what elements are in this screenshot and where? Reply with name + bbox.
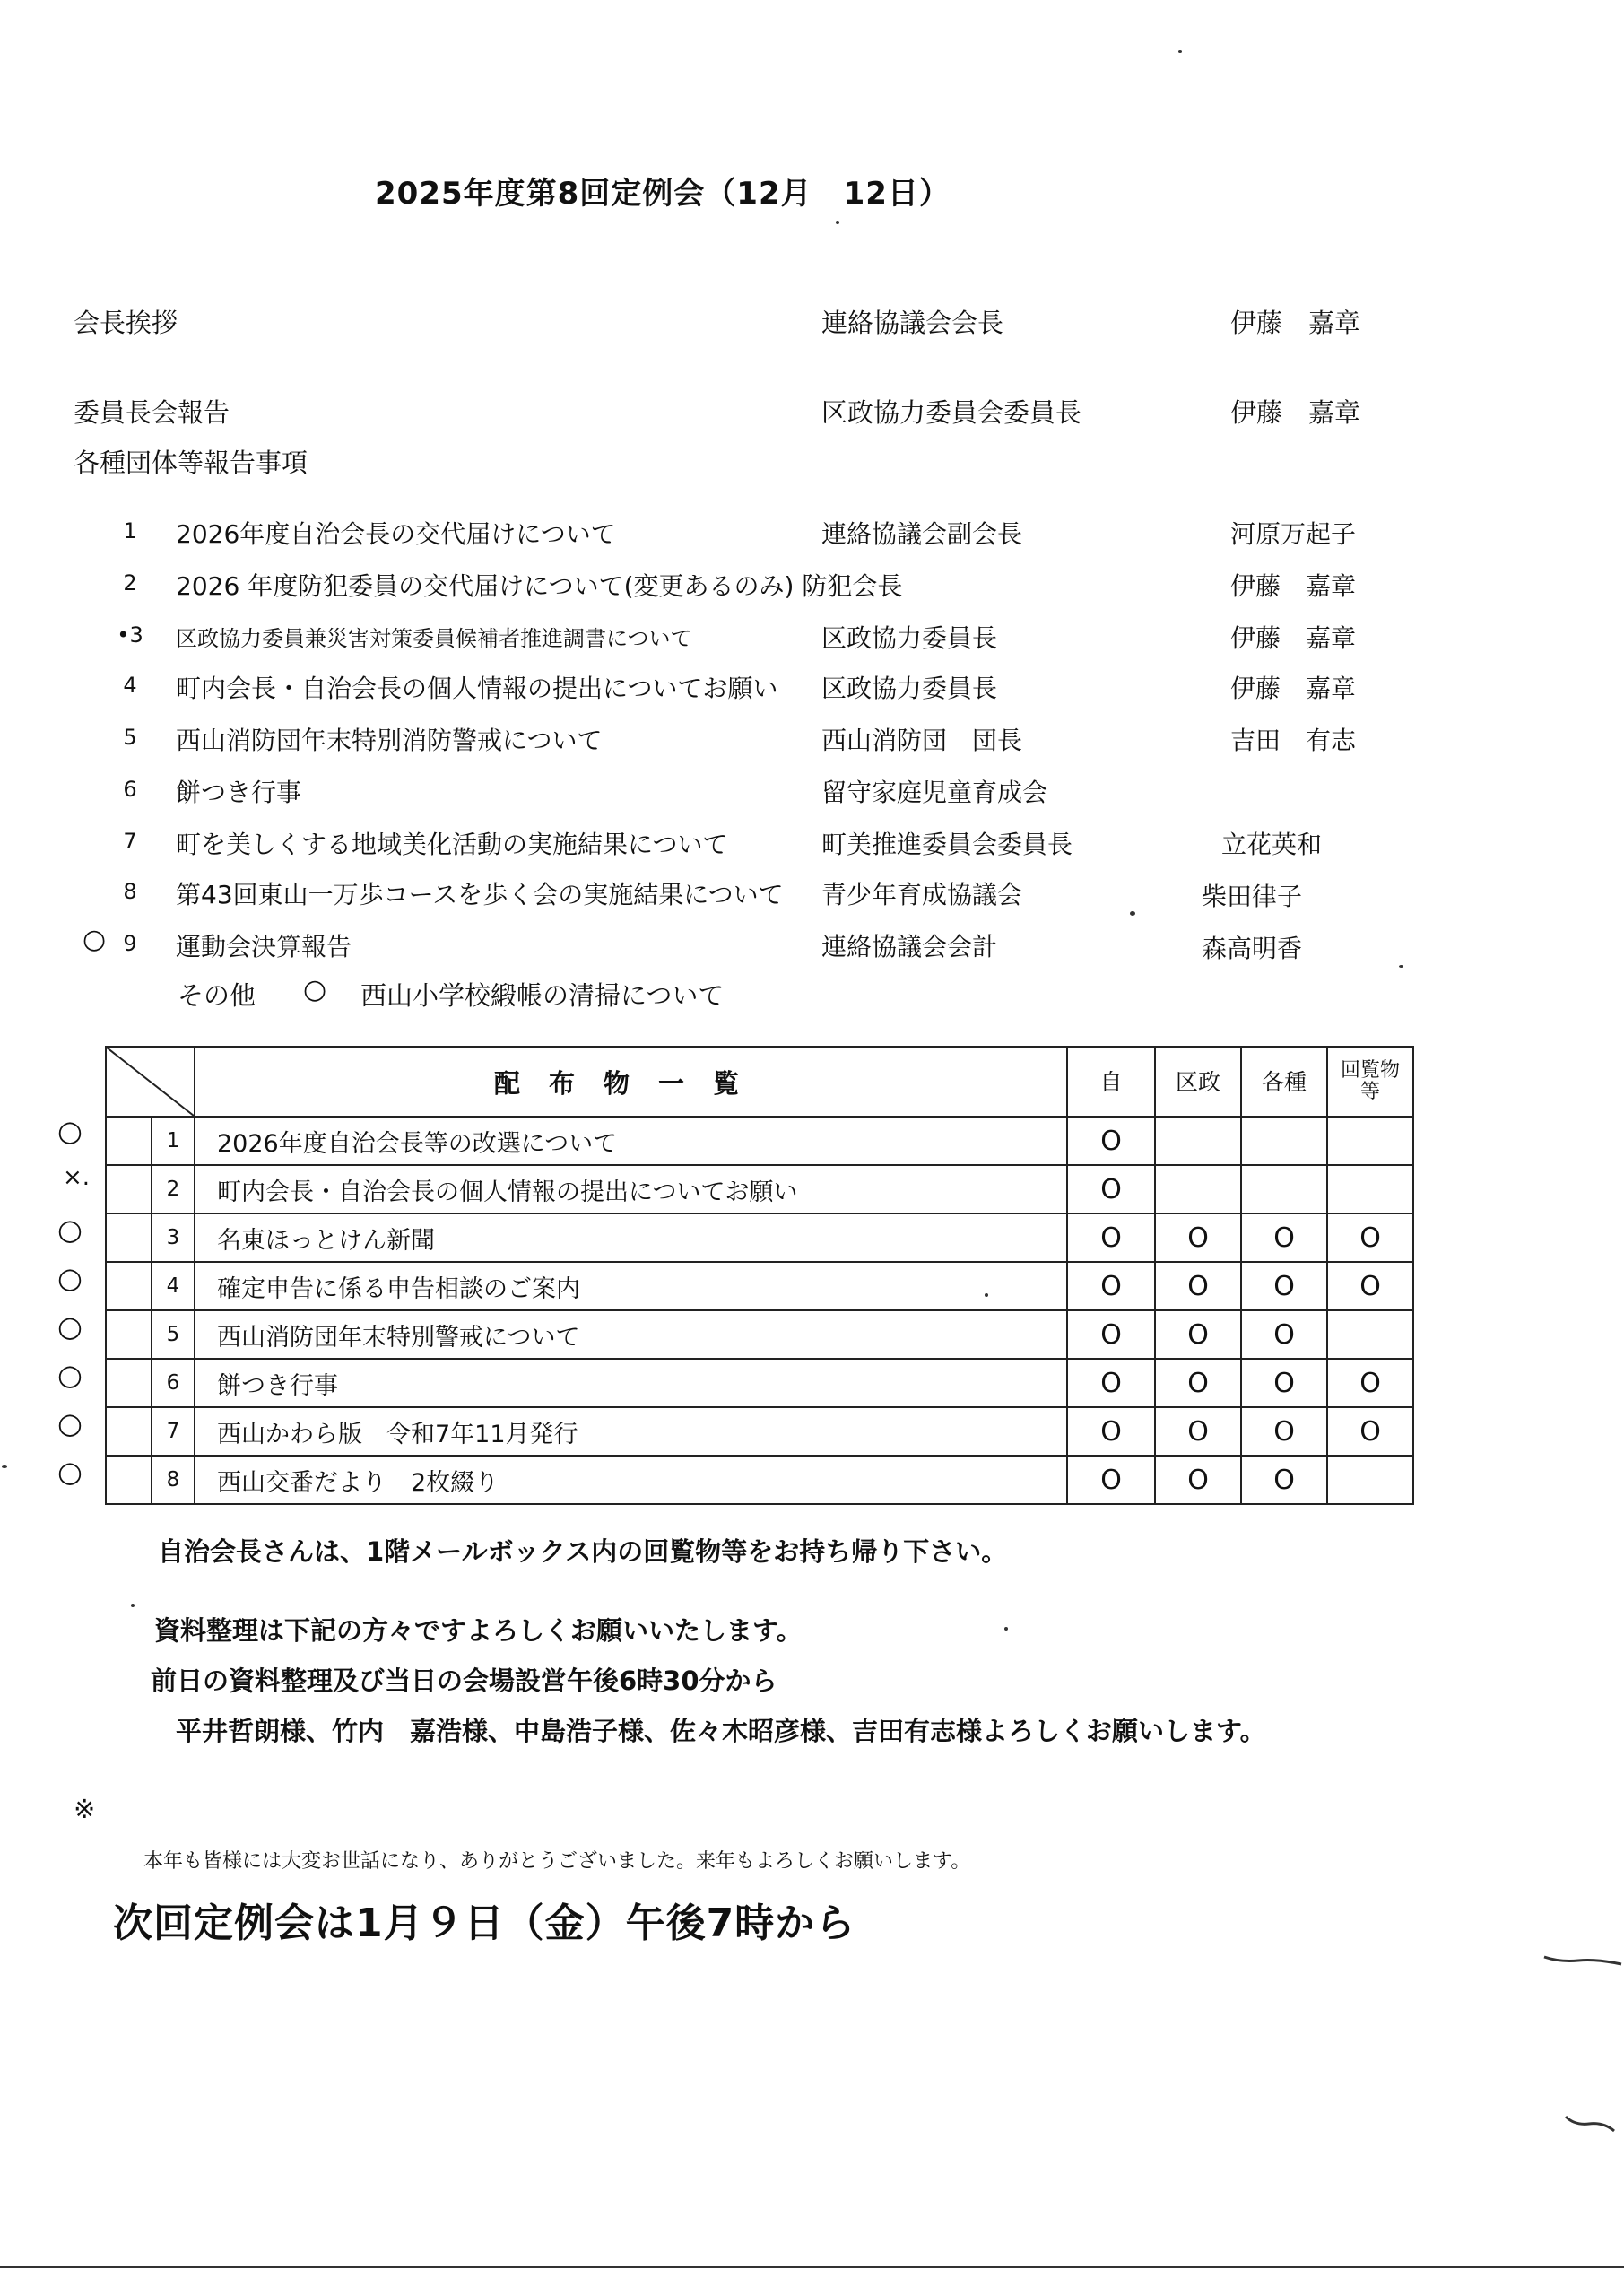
check-mark: O bbox=[1241, 1262, 1327, 1310]
check-mark: O bbox=[1327, 1359, 1413, 1407]
agenda-number: 6 bbox=[123, 777, 137, 802]
other-label: その他 bbox=[178, 980, 256, 1011]
agenda-number: 2 bbox=[123, 570, 137, 596]
agenda-title: 2026 年度防犯委員の交代届けについて(変更あるのみ) 防犯会長 bbox=[176, 571, 903, 601]
agenda-number: 9 bbox=[123, 931, 137, 956]
row-number: 7 bbox=[151, 1408, 194, 1455]
check-mark: O bbox=[1067, 1310, 1155, 1359]
agenda-title: 運動会決算報告 bbox=[176, 932, 352, 961]
other-text: 西山小学校緞帳の清掃について bbox=[360, 980, 725, 1011]
agenda-number: •3 bbox=[117, 622, 143, 648]
mailbox-note: 自治会長さんは、1階メールボックス内の回覧物等をお持ち帰り下さい。 bbox=[158, 1536, 1008, 1567]
scan-speck bbox=[1399, 965, 1403, 968]
header-person: 伊藤 嘉章 bbox=[1230, 308, 1361, 338]
row-item: 西山交番だより 2枚綴り bbox=[195, 1456, 1067, 1504]
table-row bbox=[106, 1262, 1413, 1310]
column-header: 回覧物等 bbox=[1327, 1047, 1413, 1117]
scan-speck bbox=[1130, 911, 1135, 916]
scan-mark-icon bbox=[1542, 1937, 1623, 1982]
agenda-title: 町を美しくする地域美化活動の実施結果について bbox=[176, 830, 728, 859]
header-org: 区政協力委員会委員長 bbox=[821, 397, 1082, 428]
row-number: 1 bbox=[151, 1118, 194, 1164]
row-number: 6 bbox=[151, 1360, 194, 1406]
agenda-person: 吉田 有志 bbox=[1230, 726, 1357, 755]
check-mark: O bbox=[1241, 1213, 1327, 1262]
agenda-person: 森高明香 bbox=[1202, 934, 1303, 963]
other-mark: ○ bbox=[303, 974, 327, 1005]
check-mark: O bbox=[1067, 1165, 1155, 1213]
scan-speck bbox=[1004, 1627, 1008, 1631]
check-mark: O bbox=[1067, 1407, 1155, 1456]
side-mark: ○ bbox=[57, 1261, 83, 1295]
check-mark: O bbox=[1067, 1262, 1155, 1310]
agenda-org: 西山消防団 団長 bbox=[821, 726, 1023, 755]
check-mark: O bbox=[1327, 1262, 1413, 1310]
check-mark bbox=[1327, 1165, 1413, 1213]
row-item: 2026年度自治会長等の改選について bbox=[195, 1117, 1067, 1165]
row-item: 西山かわら版 令和7年11月発行 bbox=[195, 1407, 1067, 1456]
asterisk-mark: ※ bbox=[74, 1794, 96, 1824]
helper-names: 平井哲朗様、竹内 嘉浩様、中島浩子様、佐々木昭彦様、吉田有志様よろしくお願いします。 bbox=[176, 1716, 1266, 1746]
row-item: 町内会長・自治会長の個人情報の提出についてお願い bbox=[195, 1165, 1067, 1213]
check-mark: O bbox=[1155, 1262, 1241, 1310]
check-mark: O bbox=[1241, 1359, 1327, 1407]
table-header-row bbox=[106, 1047, 1413, 1117]
thanks-note: 本年も皆様には大変お世話になり、ありがとうございました。来年もよろしくお願いします。 bbox=[143, 1850, 971, 1873]
agenda-number: 4 bbox=[123, 673, 137, 698]
column-header: 区政 bbox=[1155, 1047, 1241, 1117]
table-row bbox=[106, 1117, 1413, 1165]
check-mark: O bbox=[1067, 1213, 1155, 1262]
check-mark bbox=[1241, 1165, 1327, 1213]
agenda-org: 区政協力委員長 bbox=[821, 623, 998, 653]
check-mark: O bbox=[1155, 1359, 1241, 1407]
check-mark: O bbox=[1155, 1213, 1241, 1262]
table-row bbox=[106, 1359, 1413, 1407]
side-mark: ×. bbox=[63, 1164, 91, 1191]
check-mark bbox=[1327, 1456, 1413, 1504]
header-org: 連絡協議会会長 bbox=[821, 308, 1004, 338]
diagonal-line-icon bbox=[107, 1048, 194, 1116]
check-mark bbox=[1327, 1117, 1413, 1165]
agenda-org: 留守家庭児童育成会 bbox=[821, 778, 1048, 807]
table-row bbox=[106, 1407, 1413, 1456]
scan-speck bbox=[985, 1293, 988, 1297]
check-mark bbox=[1155, 1117, 1241, 1165]
organize-time-note: 前日の資料整理及び当日の会場設営午後6時30分から bbox=[151, 1665, 777, 1696]
side-mark: ○ bbox=[57, 1114, 83, 1148]
table-row bbox=[106, 1310, 1413, 1359]
row-number: 2 bbox=[151, 1166, 194, 1213]
agenda-title: 西山消防団年末特別消防警戒について bbox=[176, 726, 603, 755]
agenda-title: 2026年度自治会長の交代届けについて bbox=[176, 519, 616, 549]
agenda-org: 町美推進委員会委員長 bbox=[821, 830, 1073, 859]
row-item: 餅つき行事 bbox=[195, 1359, 1067, 1407]
table-row bbox=[106, 1456, 1413, 1504]
row-item: 確定申告に係る申告相談のご案内 bbox=[195, 1262, 1067, 1310]
agenda-org: 連絡協議会会計 bbox=[821, 932, 998, 961]
check-mark: O bbox=[1241, 1407, 1327, 1456]
header-item: 委員長会報告 bbox=[74, 397, 230, 428]
agenda-title: 第43回東山一万歩コースを歩く会の実施結果について bbox=[176, 880, 784, 909]
agenda-number: 8 bbox=[123, 879, 137, 904]
agenda-org: 連絡協議会副会長 bbox=[821, 519, 1023, 549]
check-mark: O bbox=[1155, 1456, 1241, 1504]
column-header: 各種 bbox=[1241, 1047, 1327, 1117]
check-mark: O bbox=[1327, 1213, 1413, 1262]
column-header: 自 bbox=[1067, 1047, 1155, 1117]
distribution-table bbox=[105, 1046, 1414, 1505]
agenda-org: 区政協力委員長 bbox=[821, 674, 998, 703]
side-mark: ○ bbox=[57, 1358, 83, 1392]
agenda-number: 7 bbox=[123, 829, 137, 854]
scan-mark-icon bbox=[1562, 2108, 1616, 2144]
diagonal-header-cell bbox=[106, 1047, 195, 1117]
scan-speck bbox=[1178, 50, 1182, 53]
check-mark: O bbox=[1067, 1117, 1155, 1165]
agenda-person: 柴田律子 bbox=[1202, 882, 1303, 911]
agenda-mark: ○ bbox=[83, 924, 107, 955]
check-mark bbox=[1241, 1117, 1327, 1165]
row-item: 西山消防団年末特別警戒について bbox=[195, 1310, 1067, 1359]
table-row bbox=[106, 1165, 1413, 1213]
page-bottom-rule bbox=[0, 2266, 1624, 2268]
agenda-number: 5 bbox=[123, 725, 137, 750]
agenda-title: 町内会長・自治会長の個人情報の提出についてお願い bbox=[176, 674, 778, 703]
check-mark: O bbox=[1155, 1310, 1241, 1359]
side-mark: ○ bbox=[57, 1309, 83, 1344]
row-item: 名東ほっとけん新聞 bbox=[195, 1213, 1067, 1262]
check-mark bbox=[1327, 1310, 1413, 1359]
page-title: 2025年度第8回定例会（12月 12日） bbox=[375, 176, 951, 212]
check-mark: O bbox=[1067, 1359, 1155, 1407]
scan-speck bbox=[836, 221, 839, 224]
check-mark: O bbox=[1155, 1407, 1241, 1456]
scan-speck bbox=[2, 1465, 7, 1468]
agenda-org: 青少年育成協議会 bbox=[821, 880, 1023, 909]
distribution-title: 配布物一覧 bbox=[195, 1047, 1067, 1117]
agenda-title: 区政協力委員兼災害対策委員候補者推進調書について bbox=[176, 626, 692, 651]
row-number: 4 bbox=[151, 1263, 194, 1309]
scan-speck bbox=[131, 1604, 135, 1607]
agenda-person: 河原万起子 bbox=[1230, 519, 1357, 549]
table-row bbox=[106, 1213, 1413, 1262]
next-meeting: 次回定例会は1月９日（金）午後7時から bbox=[113, 1900, 856, 1946]
row-number: 3 bbox=[151, 1214, 194, 1261]
agenda-person: 伊藤 嘉章 bbox=[1230, 623, 1357, 653]
check-mark: O bbox=[1327, 1407, 1413, 1456]
organize-note: 資料整理は下記の方々ですよろしくお願いいたします。 bbox=[154, 1615, 803, 1646]
header-item: 各種団体等報告事項 bbox=[74, 448, 308, 478]
check-mark: O bbox=[1241, 1456, 1327, 1504]
side-mark: ○ bbox=[57, 1406, 83, 1440]
check-mark: O bbox=[1241, 1310, 1327, 1359]
check-mark: O bbox=[1067, 1456, 1155, 1504]
agenda-person: 伊藤 嘉章 bbox=[1230, 674, 1357, 703]
agenda-number: 1 bbox=[123, 518, 137, 544]
side-mark: ○ bbox=[57, 1213, 83, 1247]
agenda-person: 伊藤 嘉章 bbox=[1230, 571, 1357, 601]
agenda-person: 立花英和 bbox=[1221, 830, 1323, 859]
agenda-title: 餅つき行事 bbox=[176, 778, 302, 807]
side-mark: ○ bbox=[57, 1455, 83, 1489]
check-mark bbox=[1155, 1165, 1241, 1213]
header-person: 伊藤 嘉章 bbox=[1230, 397, 1361, 428]
row-number: 5 bbox=[151, 1311, 194, 1358]
row-number: 8 bbox=[151, 1457, 194, 1503]
header-item: 会長挨拶 bbox=[74, 308, 178, 338]
